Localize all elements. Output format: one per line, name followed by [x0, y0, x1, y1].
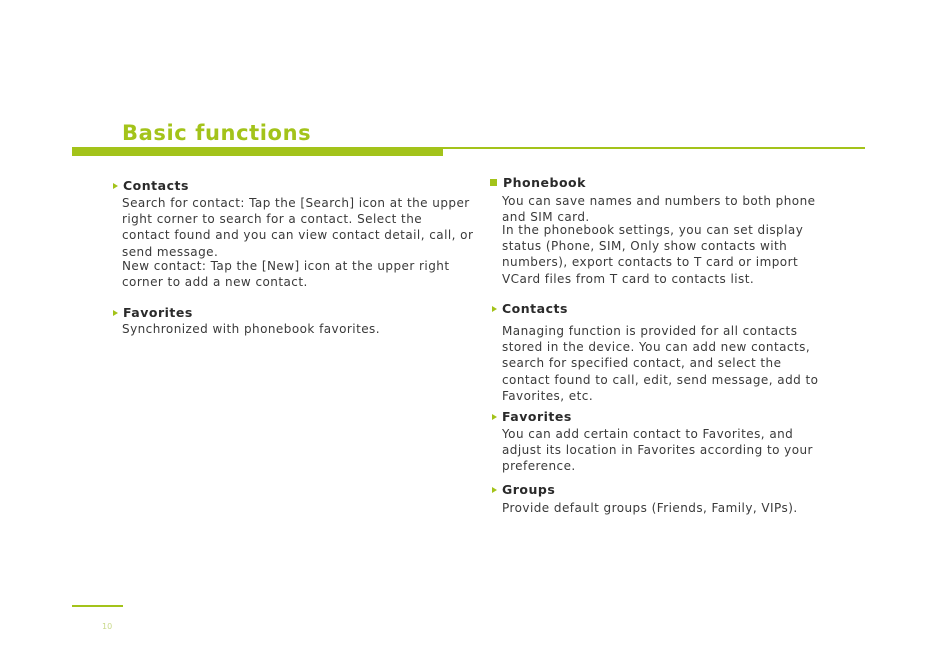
right-contacts-heading [492, 301, 568, 317]
triangle-bullet-icon [492, 414, 497, 420]
right-favorites-paragraph: You can add certain contact to Favorites, and adjust its location in Favorites according to your preference. [502, 427, 813, 474]
page-number: 10 [102, 622, 113, 631]
title-underline-thin [443, 147, 865, 149]
groups-paragraph: Provide default groups (Friends, Family, VIPs). [502, 501, 798, 515]
groups-heading-text: Groups [502, 482, 556, 497]
right-favorites-heading-text: Favorites [502, 409, 572, 424]
triangle-bullet-icon [492, 487, 497, 493]
phonebook-heading-text: Phonebook [503, 175, 586, 190]
title-underline-thick [72, 147, 443, 156]
triangle-bullet-icon [492, 306, 497, 312]
phonebook-heading [490, 175, 586, 191]
left-contacts-new-paragraph: New contact: Tap the [New] icon at the upper right corner to add a new contact. [122, 259, 450, 290]
footer-rule [72, 605, 123, 607]
left-favorites-paragraph: Synchronized with phonebook favorites. [122, 322, 381, 336]
right-contacts-heading-text: Contacts [502, 301, 568, 316]
triangle-bullet-icon [113, 183, 118, 189]
left-contacts-heading [113, 178, 189, 194]
left-favorites-heading-text: Favorites [123, 305, 193, 320]
right-favorites-heading [492, 409, 572, 425]
phonebook-paragraph-2: In the phonebook settings, you can set display status (Phone, SIM, Only show contacts with numbers), export contacts to T card or import VCard files from T card to contacts list. [502, 223, 804, 286]
left-favorites-heading [113, 305, 193, 321]
left-contacts-search-paragraph: Search for contact: Tap the [Search] icon at the upper right corner to search for a contact. Select the contact found and you can view contact detail, call, or send message. [122, 196, 474, 259]
left-contacts-heading-text: Contacts [123, 178, 189, 193]
phonebook-paragraph-1: You can save names and numbers to both phone and SIM card. [502, 194, 816, 225]
triangle-bullet-icon [113, 310, 118, 316]
right-contacts-paragraph: Managing function is provided for all contacts stored in the device. You can add new contacts, search for specified contact, and select the contact found to call, edit, send message, add to Favorites, etc. [502, 324, 819, 403]
square-bullet-icon [490, 179, 497, 186]
page-title: Basic functions [122, 121, 312, 145]
groups-heading [492, 482, 555, 498]
